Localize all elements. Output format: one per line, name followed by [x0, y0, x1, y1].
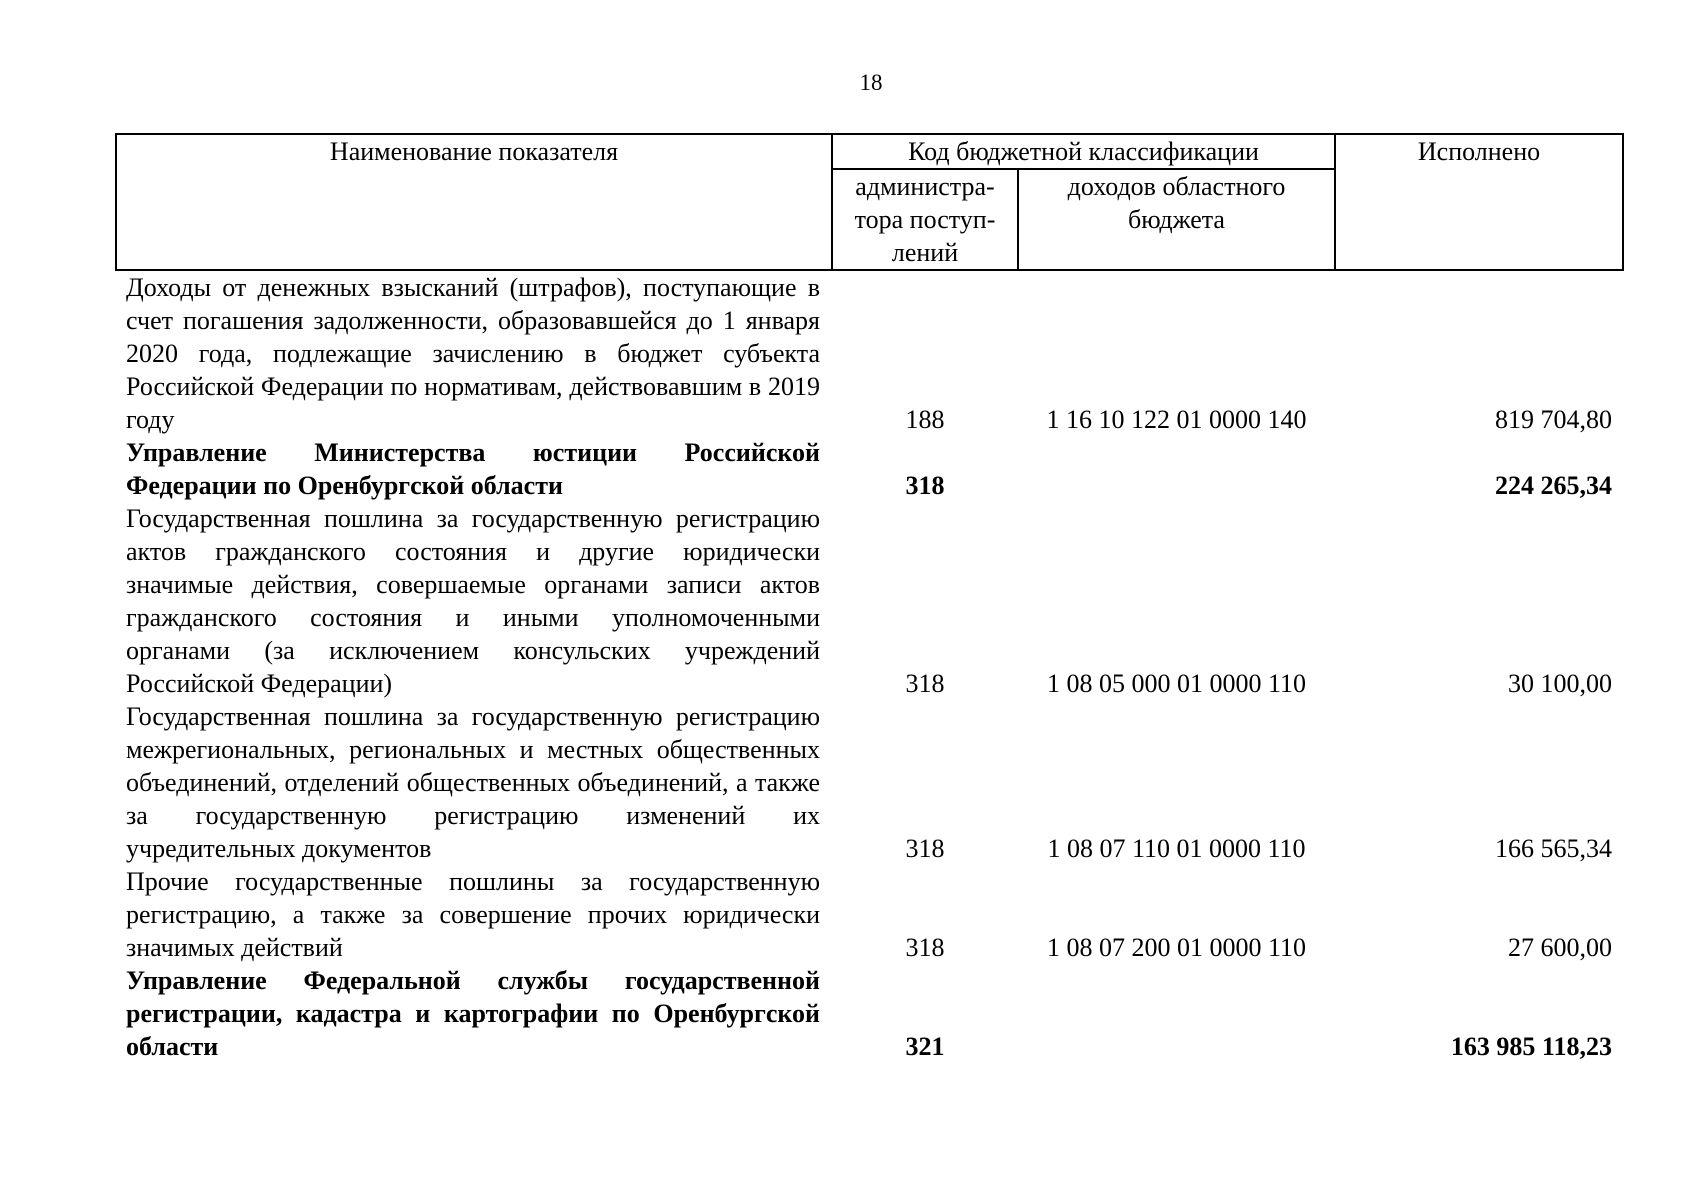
table-body [116, 270, 1623, 1063]
table-row [116, 436, 1623, 502]
table-row [116, 270, 1623, 436]
row-name: Управление Федеральной службы государственной регистрации, кадастра и картографии по Оренбургской области [126, 966, 820, 1061]
row-name: Доходы от денежных взысканий (штрафов), поступающие в счет погашения задолженности, образовавшейся до 1 января 2020 года, подлежащие зачислению в бюджет субъекта Российской Федерации по нормативам, действовавшим в 2019 году [126, 273, 820, 434]
row-amount: 163 985 118,23 [1450, 1032, 1612, 1061]
page-number: 18 [859, 70, 883, 95]
row-admin-code: 318 [905, 834, 945, 863]
row-amount: 30 100,00 [1508, 669, 1612, 698]
row-income-code: 1 16 10 122 01 0000 140 [1046, 405, 1307, 434]
table-row [116, 964, 1623, 1063]
row-admin-code: 188 [905, 405, 945, 434]
table-row [116, 700, 1623, 865]
row-income-code [1018, 436, 1335, 502]
row-name: Прочие государственные пошлины за государственную регистрацию, а также за совершение прочих юридически значимых действий [126, 867, 820, 962]
row-amount: 819 704,80 [1495, 405, 1612, 434]
row-admin-code: 321 [905, 1032, 945, 1061]
row-admin-code: 318 [905, 933, 945, 962]
row-amount: 224 265,34 [1495, 471, 1612, 500]
row-name: Управление Министерства юстиции Российской Федерации по Оренбургской области [126, 438, 820, 500]
table-header [116, 134, 1623, 270]
row-income-code: 1 08 07 200 01 0000 110 [1046, 933, 1307, 962]
row-amount: 166 565,34 [1495, 834, 1612, 863]
row-admin-code: 318 [905, 669, 945, 698]
row-admin-code: 318 [905, 471, 945, 500]
header-executed: Исполнено [1335, 134, 1623, 270]
header-code-group: Код бюджетной классификации [832, 134, 1335, 169]
header-income: доходов областного бюджета [1018, 169, 1335, 270]
row-name: Государственная пошлина за государственную регистрацию межрегиональных, региональных и местных общественных объединений, отделений общественных объединений, а также за государственную регистрацию изменений их учредительных документов [126, 702, 820, 863]
table-row [116, 865, 1623, 964]
row-income-code: 1 08 07 110 01 0000 110 [1047, 834, 1306, 863]
table-row [116, 502, 1623, 700]
row-income-code [1018, 964, 1335, 1063]
header-admin: администра-тора поступ-лений [832, 169, 1018, 270]
row-name: Государственная пошлина за государственную регистрацию актов гражданского состояния и другие юридически значимые действия, совершаемые органами записи актов гражданского состояния и иными уполномоченными органами (за исключением консульских учреждений Российской Федерации) [126, 504, 820, 698]
row-income-code: 1 08 05 000 01 0000 110 [1046, 669, 1307, 698]
budget-table [115, 133, 1624, 1063]
row-amount: 27 600,00 [1508, 933, 1612, 962]
header-name: Наименование показателя [116, 134, 832, 270]
